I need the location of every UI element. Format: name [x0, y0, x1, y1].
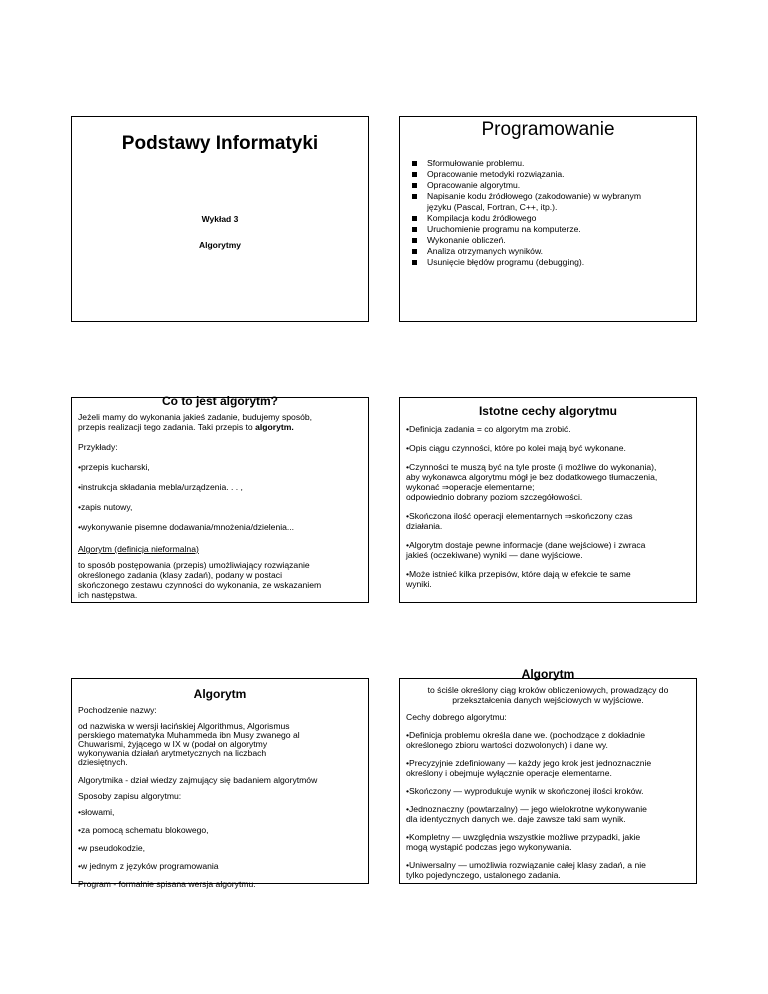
definition-block: Algorytm (definicja nieformalna) to sposób postępowania (przepis) umożliwiający rozwiązanie określonego zadania (klasy zadań), podany w postaci skończonego zestawu czynności do wykonania, ze wskazaniem ich następstwa.	[78, 544, 322, 600]
definition-text: to ściśle określony ciąg kroków obliczeniowych, prowadzący do przekształcenia danych wejściowych w wyjściowe.	[427, 685, 669, 705]
bullet-square-icon	[412, 260, 417, 265]
features-block: •Definicja zadania = co algorytm ma zrobić. •Opis ciągu czynności, które po kolei mają być wykonane. •Czynności te muszą być na tyle proste (i możliwe do wykonania), aby wykonawca algorytmu mógł je bez dodatkowego tłumaczenia, wykonać ⇒operacje elementarne; odpowiednio dobrany poziom szczegółowości. •Skończona ilość operacji elementarnych ⇒skończony czas działania. •Algorytm dostaje pewne informacje (dane wejściowe) i zwraca jakieś (oczekiwane) wyniki — dane wyjściowe. •Może istnieć kilka przepisów, które dają w efekcie te same wyniki.	[406, 424, 658, 589]
list-item: Wykonanie obliczeń.	[412, 235, 688, 246]
bullet-square-icon	[412, 227, 417, 232]
origin-block: Pochodzenie nazwy: od nazwiska w wersji łacińskiej Algorithmus, Algorismus perskiego matematyka Muhammeda ibn Musy zwanego al Chuwarismi, żyjącego w IX w (podał on algorytmy wykonywania działań arytmetycznych na liczbach dziesiętnych. Algorytmika - dział wiedzy zajmujący się badaniem algorytmów Sposoby zapisu algorytmu: •słowami, •za pomocą schematu blokowego, •w pseudokodzie, •w jednym z języków programowania Program - formalnie spisana wersja algorytmu.	[78, 705, 318, 889]
bullet-square-icon	[412, 161, 417, 166]
examples-block: Przykłady: •przepis kucharski, •instrukcja składania mebla/urządzenia. . . , •zapis nutowy, •wykonywanie pisemne dodawania/mnożenia/dzielenia...	[78, 442, 295, 532]
slide-title	[71, 116, 369, 322]
lecture-number: Wykład 3	[201, 214, 239, 224]
bullet-square-icon	[412, 216, 417, 221]
list-item: Analiza otrzymanych wyników.	[412, 246, 688, 257]
list-item: Kompilacja kodu źródłowego	[412, 213, 688, 224]
list-item: Opracowanie metodyki rozwiązania.	[412, 169, 688, 180]
bullet-square-icon	[412, 183, 417, 188]
slide-heading: Programowanie	[481, 119, 615, 140]
intro-paragraph: Jeżeli mamy do wykonania jakieś zadanie, budujemy sposób, przepis realizacji tego zadania. Taki przepis to algorytm.	[78, 412, 313, 432]
list-item: Napisanie kodu źródłowego (zakodowanie) w wybranym języku (Pascal, Fortran, C++, itp.).	[412, 191, 688, 213]
slide-algorytm-cechy	[399, 667, 697, 884]
slide-istotne-cechy	[399, 397, 697, 603]
bullet-square-icon	[412, 172, 417, 177]
bullet-square-icon	[412, 238, 417, 243]
steps-list	[412, 158, 688, 268]
slide-title-heading: Podstawy Informatyki	[121, 133, 319, 154]
slide-heading: Algorytm	[521, 667, 575, 681]
list-item: Uruchomienie programu na komputerze.	[412, 224, 688, 235]
list-item: Opracowanie algorytmu.	[412, 180, 688, 191]
slide-algorytm-pochodzenie	[71, 678, 369, 889]
lecture-subtitle: Algorytmy	[198, 240, 242, 250]
good-features-block: Cechy dobrego algorytmu: •Definicja problemu określa dane we. (pochodzące z dokładnie określonego zbioru wartości dozwolonych) i dane wy. •Precyzyjnie zdefiniowany — każdy jego krok jest jednoznacznie określony i obejmuje wyłącznie operacje elementarne. •Skończony — wyprodukuje wynik w skończonej ilości kroków. •Jednoznaczny (powtarzalny) — jego wielokrotne wykonywanie dla identycznych danych we. daje zawsze taki sam wynik. •Kompletny — uwzględnia wszystkie możliwe przypadki, jakie mogą wystąpić podczas jego wykonywania. •Uniwersalny — umożliwia rozwiązanie całej klasy zadań, a nie tylko pojedynczego, ustalonego zadania.	[406, 712, 652, 880]
list-item: Usunięcie błędów programu (debugging).	[412, 257, 688, 268]
slide-co-to-jest-algorytm	[71, 394, 369, 603]
slide-heading: Co to jest algorytm?	[161, 394, 278, 408]
bullet-square-icon	[412, 194, 417, 199]
slide-programowanie	[399, 116, 697, 322]
list-item: Sformułowanie problemu.	[412, 158, 688, 169]
bullet-square-icon	[412, 249, 417, 254]
slide-heading: Istotne cechy algorytmu	[478, 404, 618, 418]
slide-heading: Algorytm	[193, 687, 247, 701]
